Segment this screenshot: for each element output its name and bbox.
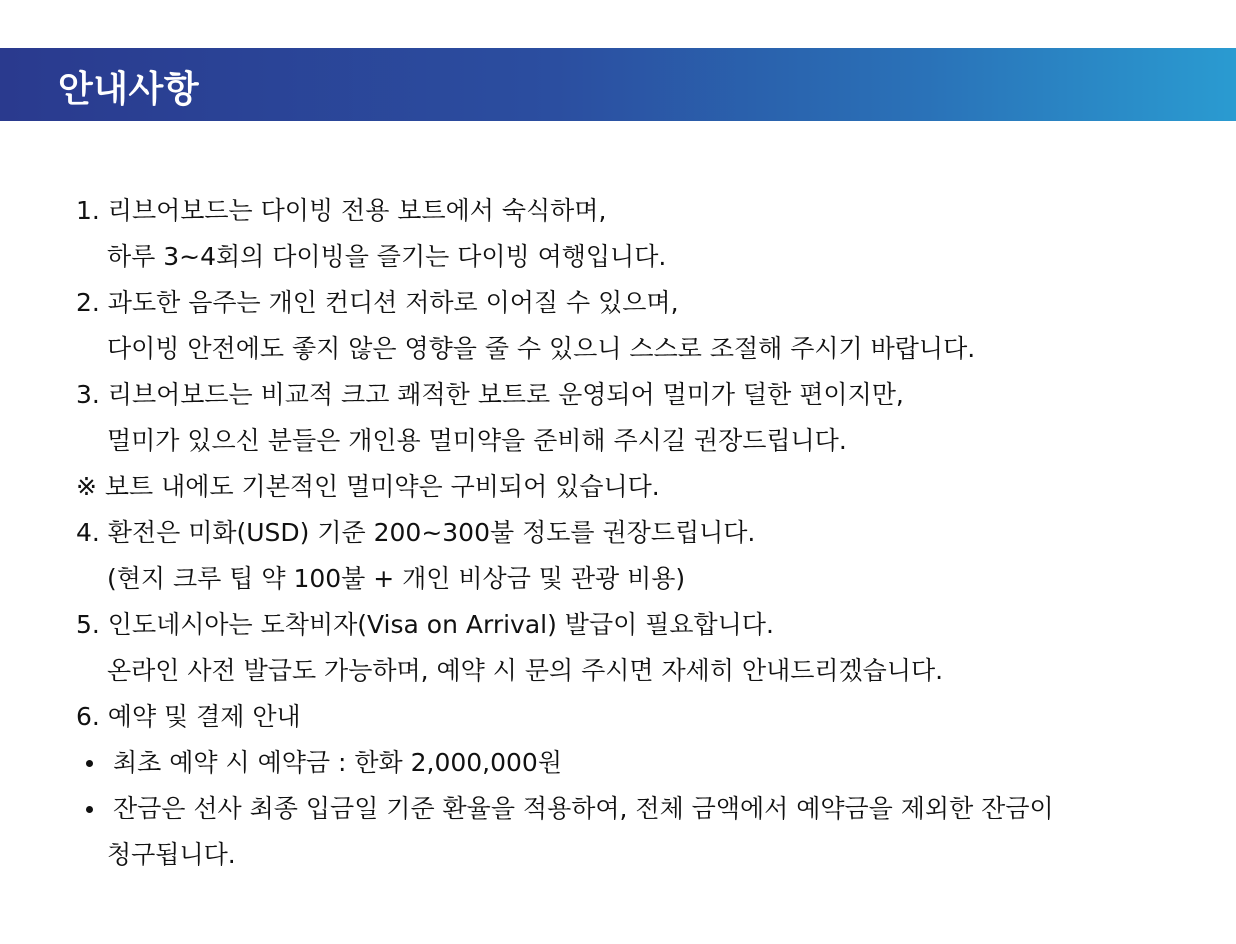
- notice-line-15: 청구됩니다.: [107, 840, 236, 869]
- notice-bullet-balance-text: 잔금은 선사 최종 입금일 기준 환율을 적용하여, 전체 금액에서 예약금을 제외한 잔금이: [113, 794, 1054, 823]
- notice-line-8: 4. 환전은 미화(USD) 기준 200~300불 정도를 권장드립니다.: [76, 518, 756, 547]
- notice-line-1: 1. 리브어보드는 다이빙 전용 보트에서 숙식하며,: [76, 196, 607, 225]
- notice-line-3: 2. 과도한 음주는 개인 컨디션 저하로 이어질 수 있으며,: [76, 288, 679, 317]
- bullet-dot-icon: [86, 760, 93, 767]
- notice-line-2: 하루 3~4회의 다이빙을 즐기는 다이빙 여행입니다.: [107, 242, 667, 271]
- notice-bullet-deposit-text: 최초 예약 시 예약금 : 한화 2,000,000원: [113, 748, 562, 777]
- notice-bullet-deposit: [76, 740, 1216, 786]
- notice-line-9: (현지 크루 팁 약 100불 + 개인 비상금 및 관광 비용): [107, 564, 686, 593]
- notice-line-6: 멀미가 있으신 분들은 개인용 멀미약을 준비해 주시길 권장드립니다.: [107, 426, 847, 455]
- notice-line-4: 다이빙 안전에도 좋지 않은 영향을 줄 수 있으니 스스로 조절해 주시기 바랍니다.: [107, 334, 976, 363]
- notice-line-10: 5. 인도네시아는 도착비자(Visa on Arrival) 발급이 필요합니다.: [76, 610, 774, 639]
- notice-bullet-balance: [76, 786, 1216, 832]
- notice-line-12: 6. 예약 및 결제 안내: [76, 702, 301, 731]
- notice-line-5: 3. 리브어보드는 비교적 크고 쾌적한 보트로 운영되어 멀미가 덜한 편이지만,: [76, 380, 904, 409]
- header-banner: [0, 48, 1236, 121]
- notice-line-7: ※ 보트 내에도 기본적인 멀미약은 구비되어 있습니다.: [76, 472, 660, 501]
- bullet-dot-icon: [86, 806, 93, 813]
- notice-list: [76, 188, 1216, 878]
- notice-line-11: 온라인 사전 발급도 가능하며, 예약 시 문의 주시면 자세히 안내드리겠습니다.: [107, 656, 944, 685]
- page-title: 안내사항: [58, 69, 200, 110]
